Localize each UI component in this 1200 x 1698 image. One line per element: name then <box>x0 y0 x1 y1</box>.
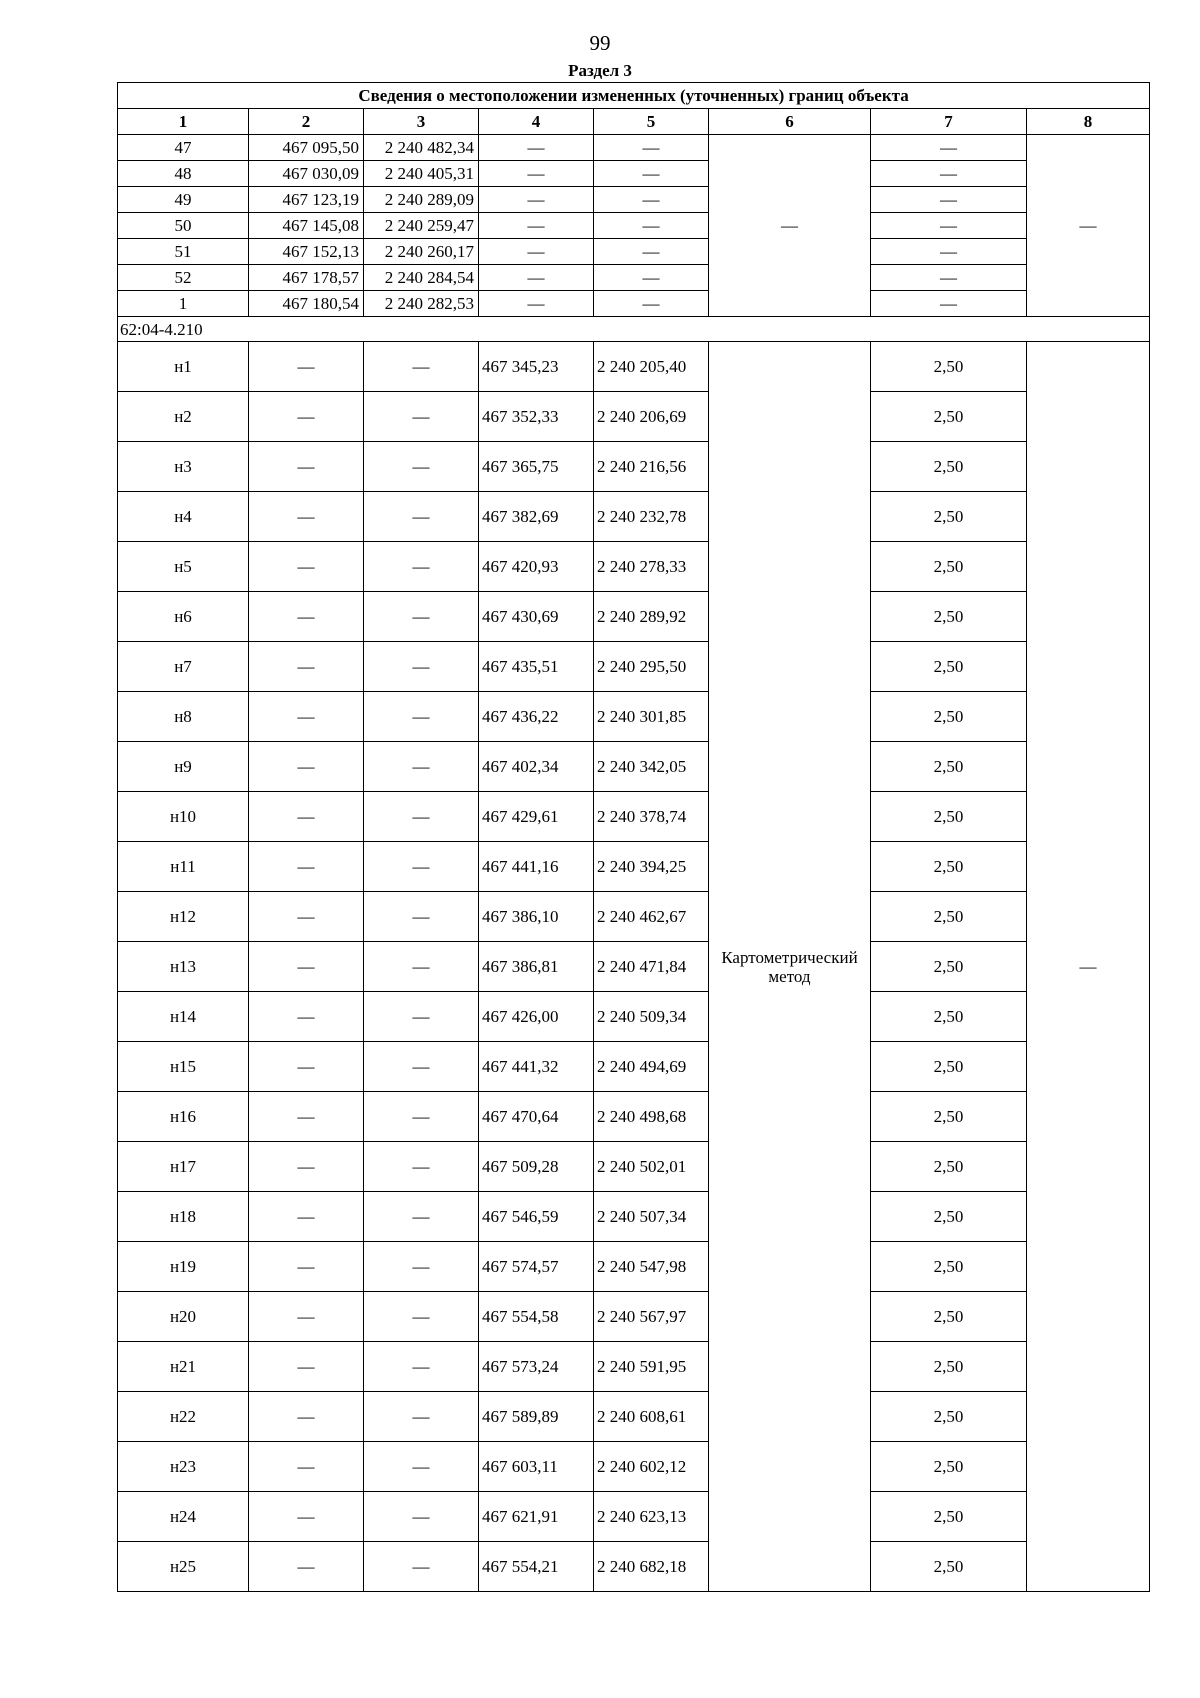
x-new-cell: — <box>479 265 594 291</box>
section-title: Раздел 3 <box>568 61 632 80</box>
x-new-cell: 467 365,75 <box>479 442 594 492</box>
table-row <box>118 1442 1150 1492</box>
x-new-cell: 467 386,10 <box>479 892 594 942</box>
table-row <box>118 1142 1150 1192</box>
accuracy-cell: 2,50 <box>871 892 1027 942</box>
table-row <box>118 342 1150 392</box>
x-new-cell: 467 554,58 <box>479 1292 594 1342</box>
point-number-cell: н2 <box>118 392 249 442</box>
x-new-cell: 467 603,11 <box>479 1442 594 1492</box>
point-number-cell: н15 <box>118 1042 249 1092</box>
x-old-cell: — <box>249 1242 364 1292</box>
boundary-coordinates-table <box>117 82 1150 1592</box>
point-number-cell: н13 <box>118 942 249 992</box>
accuracy-cell: — <box>871 135 1027 161</box>
x-new-cell: — <box>479 239 594 265</box>
x-old-cell: — <box>249 742 364 792</box>
y-new-cell: 2 240 301,85 <box>594 692 709 742</box>
point-number-cell: н5 <box>118 542 249 592</box>
column-header: 2 <box>249 109 364 135</box>
x-new-cell: 467 426,00 <box>479 992 594 1042</box>
table-row <box>118 492 1150 542</box>
x-new-cell: 467 441,32 <box>479 1042 594 1092</box>
y-old-cell: 2 240 289,09 <box>364 187 479 213</box>
y-old-cell: — <box>364 442 479 492</box>
y-old-cell: 2 240 405,31 <box>364 161 479 187</box>
accuracy-cell: 2,50 <box>871 942 1027 992</box>
point-number-cell: н16 <box>118 1092 249 1142</box>
x-new-cell: 467 509,28 <box>479 1142 594 1192</box>
y-new-cell: 2 240 278,33 <box>594 542 709 592</box>
x-old-cell: 467 145,08 <box>249 213 364 239</box>
y-old-cell: — <box>364 1292 479 1342</box>
x-new-cell: 467 382,69 <box>479 492 594 542</box>
x-old-cell: 467 095,50 <box>249 135 364 161</box>
point-number-cell: 50 <box>118 213 249 239</box>
accuracy-cell: — <box>871 213 1027 239</box>
table-row <box>118 161 1150 187</box>
accuracy-cell: 2,50 <box>871 992 1027 1042</box>
x-new-cell: — <box>479 161 594 187</box>
y-old-cell: — <box>364 1542 479 1592</box>
y-old-cell: — <box>364 592 479 642</box>
x-old-cell: — <box>249 692 364 742</box>
table-row <box>118 265 1150 291</box>
table-row <box>118 1492 1150 1542</box>
y-new-cell: 2 240 567,97 <box>594 1292 709 1342</box>
point-number-cell: н1 <box>118 342 249 392</box>
point-number-cell: н14 <box>118 992 249 1042</box>
accuracy-cell: 2,50 <box>871 1242 1027 1292</box>
note-cell: — <box>1027 135 1150 317</box>
point-number-cell: н6 <box>118 592 249 642</box>
accuracy-cell: 2,50 <box>871 492 1027 542</box>
accuracy-cell: — <box>871 291 1027 317</box>
accuracy-cell: — <box>871 239 1027 265</box>
y-new-cell: — <box>594 135 709 161</box>
accuracy-cell: 2,50 <box>871 642 1027 692</box>
x-old-cell: — <box>249 542 364 592</box>
table-row <box>118 187 1150 213</box>
accuracy-cell: — <box>871 161 1027 187</box>
table-row <box>118 291 1150 317</box>
column-header: 6 <box>709 109 871 135</box>
accuracy-cell: 2,50 <box>871 742 1027 792</box>
y-new-cell: 2 240 295,50 <box>594 642 709 692</box>
y-old-cell: — <box>364 742 479 792</box>
column-header: 5 <box>594 109 709 135</box>
y-old-cell: — <box>364 492 479 542</box>
y-new-cell: 2 240 394,25 <box>594 842 709 892</box>
column-header: 7 <box>871 109 1027 135</box>
x-new-cell: 467 554,21 <box>479 1542 594 1592</box>
accuracy-cell: 2,50 <box>871 1342 1027 1392</box>
x-new-cell: 467 386,81 <box>479 942 594 992</box>
column-header: 8 <box>1027 109 1150 135</box>
x-new-cell: — <box>479 213 594 239</box>
x-old-cell: — <box>249 792 364 842</box>
x-old-cell: — <box>249 942 364 992</box>
y-new-cell: 2 240 502,01 <box>594 1142 709 1192</box>
x-new-cell: 467 436,22 <box>479 692 594 742</box>
accuracy-cell: 2,50 <box>871 442 1027 492</box>
x-old-cell: — <box>249 1042 364 1092</box>
y-new-cell: 2 240 507,34 <box>594 1192 709 1242</box>
x-old-cell: — <box>249 1492 364 1542</box>
accuracy-cell: 2,50 <box>871 592 1027 642</box>
y-new-cell: 2 240 682,18 <box>594 1542 709 1592</box>
table-row <box>118 392 1150 442</box>
accuracy-cell: — <box>871 187 1027 213</box>
accuracy-cell: 2,50 <box>871 1192 1027 1242</box>
y-new-cell: 2 240 205,40 <box>594 342 709 392</box>
x-new-cell: 467 435,51 <box>479 642 594 692</box>
point-number-cell: н4 <box>118 492 249 542</box>
y-old-cell: — <box>364 1092 479 1142</box>
point-number-cell: 47 <box>118 135 249 161</box>
x-old-cell: — <box>249 1442 364 1492</box>
table-caption: Сведения о местоположении измененных (уточненных) границ объекта <box>118 83 1150 109</box>
group-label-row <box>118 317 1150 342</box>
y-old-cell: — <box>364 392 479 442</box>
x-old-cell: — <box>249 1142 364 1192</box>
y-new-cell: 2 240 216,56 <box>594 442 709 492</box>
y-new-cell: 2 240 471,84 <box>594 942 709 992</box>
point-number-cell: н25 <box>118 1542 249 1592</box>
table-row <box>118 1342 1150 1392</box>
point-number-cell: н18 <box>118 1192 249 1242</box>
accuracy-cell: 2,50 <box>871 1042 1027 1092</box>
y-new-cell: 2 240 289,92 <box>594 592 709 642</box>
x-old-cell: 467 030,09 <box>249 161 364 187</box>
y-new-cell: 2 240 623,13 <box>594 1492 709 1542</box>
x-new-cell: 467 402,34 <box>479 742 594 792</box>
table-row <box>118 792 1150 842</box>
y-new-cell: 2 240 494,69 <box>594 1042 709 1092</box>
point-number-cell: н23 <box>118 1442 249 1492</box>
y-old-cell: — <box>364 692 479 742</box>
x-new-cell: — <box>479 291 594 317</box>
y-new-cell: — <box>594 161 709 187</box>
accuracy-cell: 2,50 <box>871 842 1027 892</box>
method-cell: — <box>709 135 871 317</box>
accuracy-cell: 2,50 <box>871 692 1027 742</box>
y-old-cell: — <box>364 542 479 592</box>
x-old-cell: — <box>249 592 364 642</box>
point-number-cell: н19 <box>118 1242 249 1292</box>
y-new-cell: 2 240 509,34 <box>594 992 709 1042</box>
x-old-cell: — <box>249 992 364 1042</box>
x-new-cell: — <box>479 135 594 161</box>
table-row <box>118 842 1150 892</box>
table-row <box>118 442 1150 492</box>
column-header: 1 <box>118 109 249 135</box>
point-number-cell: н11 <box>118 842 249 892</box>
accuracy-cell: 2,50 <box>871 1092 1027 1142</box>
y-new-cell: — <box>594 239 709 265</box>
y-new-cell: 2 240 602,12 <box>594 1442 709 1492</box>
x-old-cell: 467 152,13 <box>249 239 364 265</box>
y-new-cell: — <box>594 187 709 213</box>
accuracy-cell: 2,50 <box>871 1392 1027 1442</box>
method-cell: Картометрический метод <box>709 342 871 1592</box>
x-old-cell: — <box>249 892 364 942</box>
x-old-cell: — <box>249 1192 364 1242</box>
point-number-cell: н12 <box>118 892 249 942</box>
table-row <box>118 892 1150 942</box>
table-row <box>118 542 1150 592</box>
table-row <box>118 1392 1150 1442</box>
table-row <box>118 1192 1150 1242</box>
x-new-cell: 467 420,93 <box>479 542 594 592</box>
y-new-cell: 2 240 378,74 <box>594 792 709 842</box>
y-new-cell: 2 240 498,68 <box>594 1092 709 1142</box>
y-old-cell: 2 240 482,34 <box>364 135 479 161</box>
x-old-cell: — <box>249 342 364 392</box>
x-old-cell: — <box>249 442 364 492</box>
accuracy-cell: 2,50 <box>871 792 1027 842</box>
x-new-cell: 467 621,91 <box>479 1492 594 1542</box>
point-number-cell: 48 <box>118 161 249 187</box>
x-old-cell: — <box>249 1292 364 1342</box>
x-new-cell: 467 470,64 <box>479 1092 594 1142</box>
table-row <box>118 213 1150 239</box>
x-old-cell: — <box>249 1342 364 1392</box>
point-number-cell: н21 <box>118 1342 249 1392</box>
table-row <box>118 1242 1150 1292</box>
x-old-cell: — <box>249 492 364 542</box>
y-old-cell: — <box>364 1242 479 1292</box>
point-number-cell: н8 <box>118 692 249 742</box>
point-number-cell: н24 <box>118 1492 249 1542</box>
x-new-cell: — <box>479 187 594 213</box>
y-old-cell: — <box>364 1392 479 1442</box>
table-row <box>118 1542 1150 1592</box>
accuracy-cell: 2,50 <box>871 1442 1027 1492</box>
accuracy-cell: 2,50 <box>871 1542 1027 1592</box>
point-number-cell: н7 <box>118 642 249 692</box>
y-old-cell: — <box>364 842 479 892</box>
point-number-cell: 49 <box>118 187 249 213</box>
table-row <box>118 642 1150 692</box>
table-row <box>118 742 1150 792</box>
table-row <box>118 1092 1150 1142</box>
accuracy-cell: — <box>871 265 1027 291</box>
accuracy-cell: 2,50 <box>871 392 1027 442</box>
x-new-cell: 467 430,69 <box>479 592 594 642</box>
column-header: 4 <box>479 109 594 135</box>
y-new-cell: 2 240 206,69 <box>594 392 709 442</box>
y-new-cell: 2 240 342,05 <box>594 742 709 792</box>
x-old-cell: — <box>249 642 364 692</box>
y-old-cell: — <box>364 992 479 1042</box>
y-old-cell: — <box>364 792 479 842</box>
point-number-cell: н17 <box>118 1142 249 1192</box>
x-old-cell: — <box>249 1392 364 1442</box>
y-old-cell: 2 240 282,53 <box>364 291 479 317</box>
point-number-cell: н9 <box>118 742 249 792</box>
y-new-cell: — <box>594 213 709 239</box>
x-old-cell: 467 123,19 <box>249 187 364 213</box>
accuracy-cell: 2,50 <box>871 342 1027 392</box>
x-old-cell: — <box>249 842 364 892</box>
y-new-cell: 2 240 232,78 <box>594 492 709 542</box>
x-new-cell: 467 345,23 <box>479 342 594 392</box>
x-old-cell: — <box>249 1092 364 1142</box>
accuracy-cell: 2,50 <box>871 542 1027 592</box>
column-header-row <box>118 109 1150 135</box>
y-old-cell: 2 240 260,17 <box>364 239 479 265</box>
accuracy-cell: 2,50 <box>871 1492 1027 1542</box>
y-old-cell: — <box>364 1342 479 1392</box>
y-old-cell: — <box>364 342 479 392</box>
point-number-cell: 1 <box>118 291 249 317</box>
point-number-cell: н20 <box>118 1292 249 1342</box>
point-number-cell: 51 <box>118 239 249 265</box>
x-new-cell: 467 546,59 <box>479 1192 594 1242</box>
note-cell: — <box>1027 342 1150 1592</box>
table-row <box>118 992 1150 1042</box>
x-old-cell: — <box>249 1542 364 1592</box>
x-new-cell: 467 441,16 <box>479 842 594 892</box>
y-old-cell: — <box>364 1142 479 1192</box>
x-old-cell: 467 180,54 <box>249 291 364 317</box>
table-row <box>118 1292 1150 1342</box>
x-old-cell: — <box>249 392 364 442</box>
y-new-cell: 2 240 591,95 <box>594 1342 709 1392</box>
y-old-cell: — <box>364 1042 479 1092</box>
y-old-cell: — <box>364 1192 479 1242</box>
y-old-cell: — <box>364 892 479 942</box>
page-number: 99 <box>589 31 611 55</box>
table-row <box>118 239 1150 265</box>
x-old-cell: 467 178,57 <box>249 265 364 291</box>
y-new-cell: — <box>594 291 709 317</box>
x-new-cell: 467 352,33 <box>479 392 594 442</box>
point-number-cell: н3 <box>118 442 249 492</box>
point-number-cell: н22 <box>118 1392 249 1442</box>
table-row <box>118 692 1150 742</box>
accuracy-cell: 2,50 <box>871 1142 1027 1192</box>
y-old-cell: — <box>364 642 479 692</box>
column-header: 3 <box>364 109 479 135</box>
y-new-cell: 2 240 547,98 <box>594 1242 709 1292</box>
y-old-cell: — <box>364 1442 479 1492</box>
x-new-cell: 467 574,57 <box>479 1242 594 1292</box>
y-old-cell: — <box>364 1492 479 1542</box>
table-row <box>118 942 1150 992</box>
y-new-cell: 2 240 608,61 <box>594 1392 709 1442</box>
point-number-cell: н10 <box>118 792 249 842</box>
point-number-cell: 52 <box>118 265 249 291</box>
y-new-cell: 2 240 462,67 <box>594 892 709 942</box>
y-new-cell: — <box>594 265 709 291</box>
x-new-cell: 467 573,24 <box>479 1342 594 1392</box>
table-row <box>118 1042 1150 1092</box>
cadastral-block-label: 62:04-4.210 <box>118 317 1150 342</box>
y-old-cell: 2 240 259,47 <box>364 213 479 239</box>
x-new-cell: 467 589,89 <box>479 1392 594 1442</box>
table-row <box>118 592 1150 642</box>
y-old-cell: — <box>364 942 479 992</box>
table-row <box>118 135 1150 161</box>
x-new-cell: 467 429,61 <box>479 792 594 842</box>
accuracy-cell: 2,50 <box>871 1292 1027 1342</box>
y-old-cell: 2 240 284,54 <box>364 265 479 291</box>
